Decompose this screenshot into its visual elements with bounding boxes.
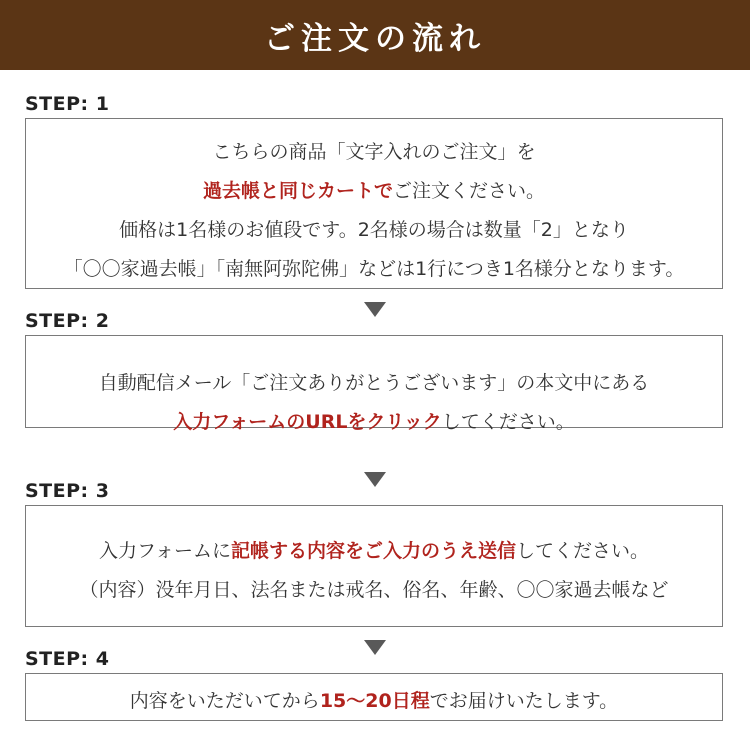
step-3-highlight: 記帳する内容をご入力のうえ送信	[231, 540, 517, 562]
step-3-line-1-tail: してください。	[516, 540, 650, 562]
step-4-highlight: 15〜20日程	[319, 690, 430, 712]
page-title: ご注文の流れ	[264, 20, 486, 57]
step-3-line-2-text: （内容）没年月日、法名または戒名、俗名、年齢、〇〇家過去帳など	[79, 579, 669, 601]
step-1-line-3	[26, 215, 722, 242]
down-triangle-icon	[364, 302, 386, 317]
step-1-line-2	[26, 176, 722, 203]
step-1-line-4-text: 「〇〇家過去帳」「南無阿弥陀佛」などは1行につき1名様分となります。	[63, 258, 685, 280]
step-3-box	[25, 505, 723, 627]
step-3-line-1-text: 入力フォームに	[98, 540, 232, 562]
step-2-line-1-text: 自動配信メール「ご注文ありがとうございます」の本文中にある	[98, 372, 650, 394]
step-3-line-2	[26, 575, 722, 602]
step-1-line-1	[26, 137, 722, 164]
page-header	[0, 0, 750, 70]
step-3-line-1	[26, 536, 722, 563]
down-triangle-icon	[364, 472, 386, 487]
step-1-box	[25, 118, 723, 289]
step-4-box	[25, 673, 723, 721]
step-2-line-1	[26, 368, 722, 395]
step-4-line-1	[26, 686, 722, 713]
down-triangle-icon	[364, 640, 386, 655]
step-1-line-1-text: こちらの商品「文字入れのご注文」を	[212, 141, 536, 163]
step-2-line-2-text: してください。	[441, 411, 575, 433]
step-1-highlight: 過去帳と同じカートで	[202, 180, 393, 202]
step-4-label: STEP: 4	[25, 648, 110, 670]
step-1-line-2-text: ご注文ください。	[393, 180, 546, 202]
step-1-line-3-text: 価格は1名様のお値段です。2名様の場合は数量「2」となり	[119, 219, 629, 241]
step-1-line-4	[26, 254, 722, 281]
step-1-label: STEP: 1	[25, 93, 110, 115]
step-2-line-2	[26, 407, 722, 434]
step-4-line-1-tail: でお届けいたします。	[429, 690, 619, 712]
step-4-line-1-text: 内容をいただいてから	[129, 690, 320, 712]
step-2-box	[25, 335, 723, 433]
step-2-highlight: 入力フォームのURLをクリック	[173, 411, 442, 433]
step-3-label: STEP: 3	[25, 480, 110, 502]
step-2-label: STEP: 2	[25, 310, 110, 332]
